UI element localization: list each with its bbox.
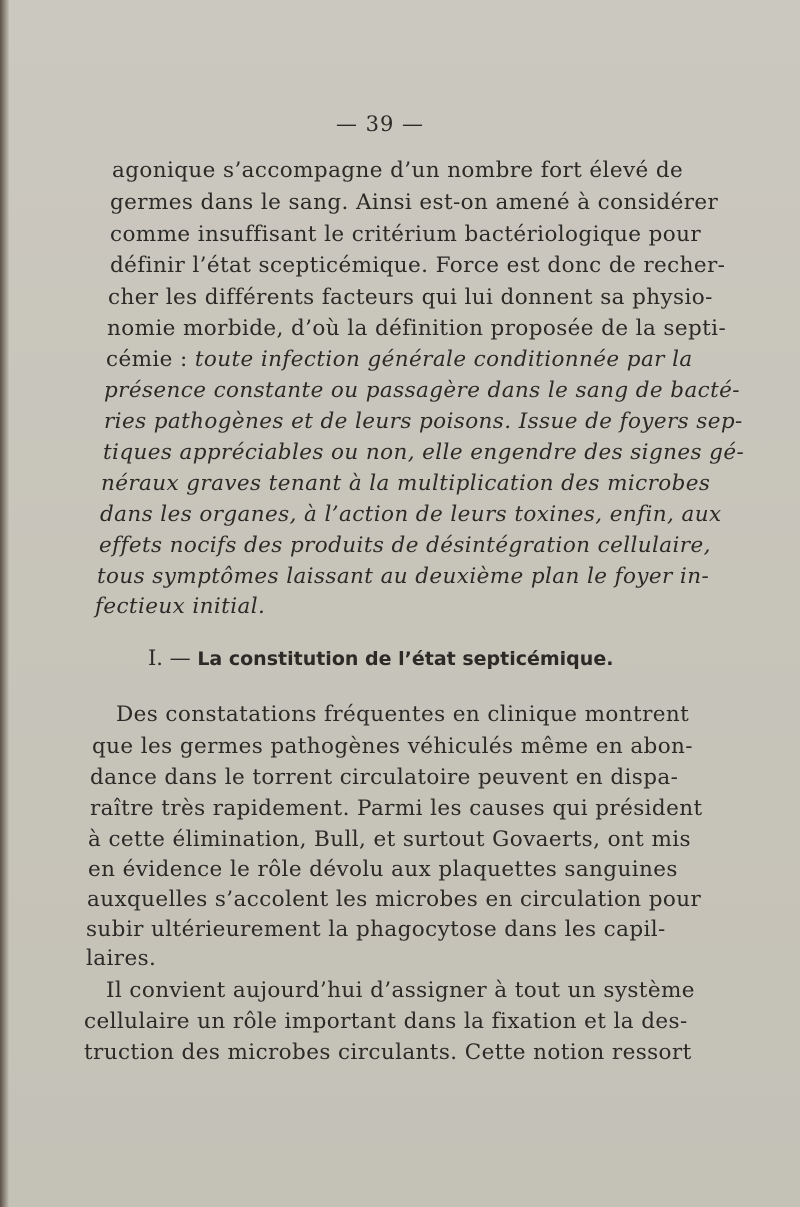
text-line: auxquelles s’accolent les microbes en circulation pour bbox=[87, 887, 702, 912]
text-line: raître très rapidement. Parmi les causes qui président bbox=[90, 796, 703, 821]
definition-line: tiques appréciables ou non, elle engendre des signes gé- bbox=[103, 440, 745, 465]
text-line bbox=[106, 345, 693, 375]
definition-line: effets nocifs des produits de désintégration cellulaire, bbox=[99, 533, 711, 558]
text-line: laires. bbox=[86, 946, 157, 971]
text-line: comme insuffisant le critérium bactériologique pour bbox=[110, 222, 702, 247]
text-line: cellulaire un rôle important dans la fixation et la des- bbox=[84, 1009, 688, 1034]
text-line: cher les différents facteurs qui lui donnent sa physio- bbox=[108, 285, 713, 310]
text-line: que les germes pathogènes véhiculés même en abon- bbox=[92, 734, 693, 759]
section-heading bbox=[148, 646, 613, 670]
page-number: — 39 — bbox=[335, 112, 425, 136]
definition-line: ries pathogènes et de leurs poisons. Issue de foyers sep- bbox=[104, 409, 743, 434]
text-line: en évidence le rôle dévolu aux plaquettes sanguines bbox=[88, 857, 678, 882]
text-line: nomie morbide, d’où la définition proposée de la septi- bbox=[107, 316, 727, 341]
definition-line: fectieux initial. bbox=[95, 594, 266, 619]
text-line: à cette élimination, Bull, et surtout Govaerts, ont mis bbox=[88, 827, 691, 852]
section-number: I. — bbox=[148, 646, 198, 670]
text-line: germes dans le sang. Ainsi est-on amené à considérer bbox=[110, 190, 719, 215]
text-line: subir ultérieurement la phagocytose dans les capil- bbox=[86, 917, 666, 942]
text-line: définir l’état scepticémique. Force est donc de recher- bbox=[110, 253, 726, 278]
section-title: La constitution de l’état septicémique. bbox=[197, 648, 614, 670]
text-line: Il convient aujourd’hui d’assigner à tout un système bbox=[106, 978, 695, 1003]
definition-line: néraux graves tenant à la multiplication des microbes bbox=[101, 471, 711, 496]
text-line: dance dans le torrent circulatoire peuvent en dispa- bbox=[90, 765, 679, 790]
book-binding-edge bbox=[0, 0, 9, 1207]
definition-text: toute infection générale conditionnée par la bbox=[194, 347, 693, 372]
definition-line: tous symptômes laissant au deuxième plan le foyer in- bbox=[97, 564, 710, 589]
definition-line: présence constante ou passagère dans le sang de bacté- bbox=[104, 378, 740, 403]
text-line: Des constatations fréquentes en clinique montrent bbox=[116, 702, 690, 727]
text-line: agonique s’accompagne d’un nombre fort élevé de bbox=[112, 158, 684, 183]
text-line: truction des microbes circulants. Cette notion ressort bbox=[84, 1040, 692, 1065]
definition-line: dans les organes, à l’action de leurs toxines, enfin, aux bbox=[100, 502, 722, 527]
definition-lead: cémie : bbox=[106, 347, 195, 372]
